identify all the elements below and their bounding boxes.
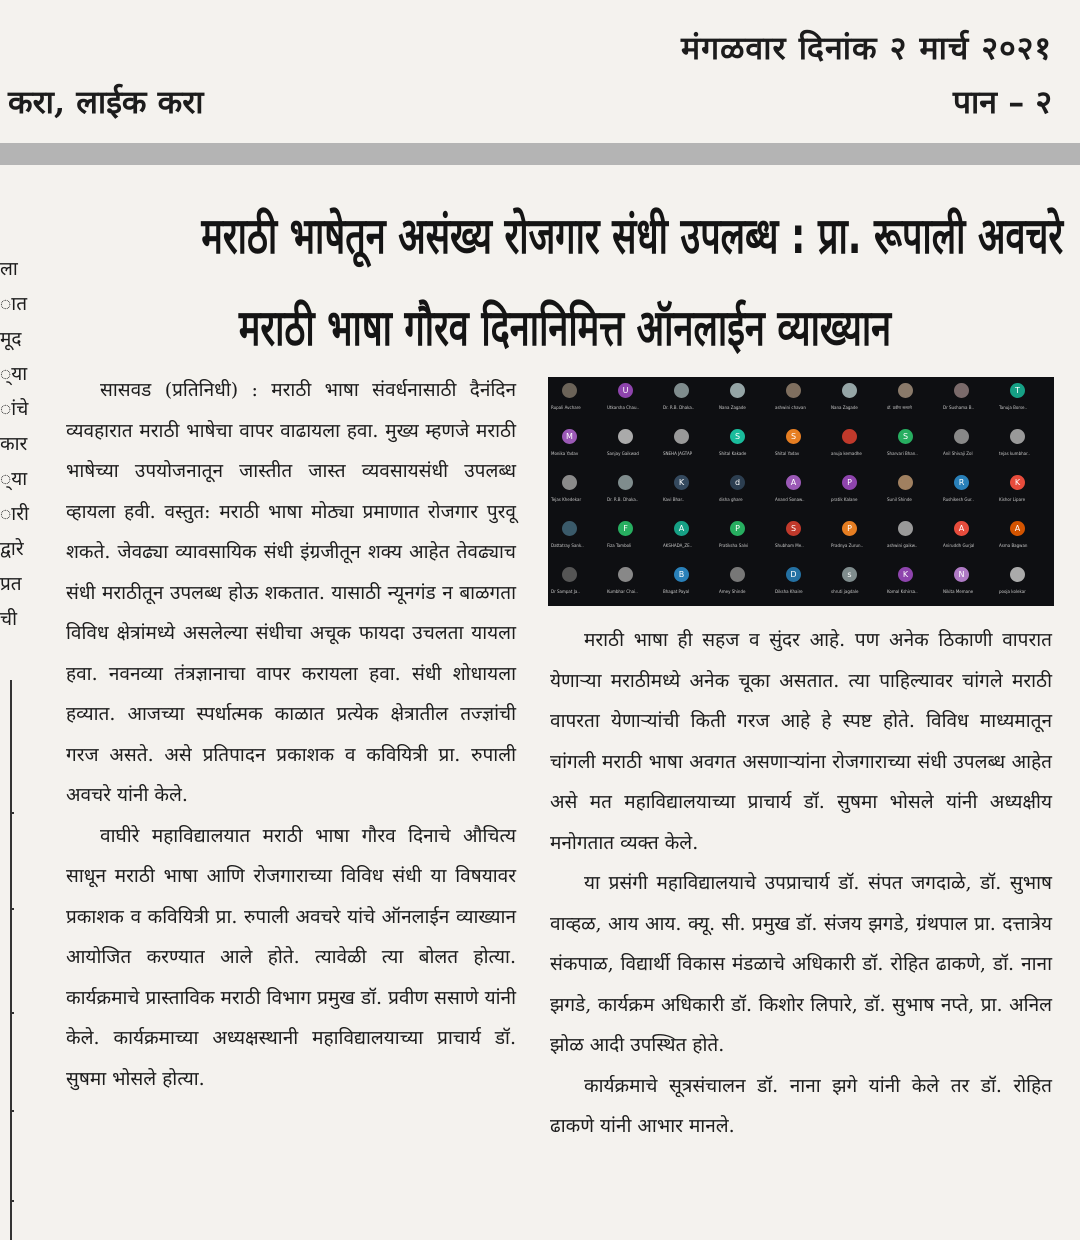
participant-avatar: P bbox=[730, 521, 745, 536]
participant-name: Shital Yadav bbox=[775, 451, 800, 456]
participant-avatar: R bbox=[954, 475, 969, 490]
participant-tile bbox=[941, 424, 982, 460]
participant-name: Sunil Shinde bbox=[887, 497, 912, 502]
participant-name: ashwini gaikw.. bbox=[887, 543, 918, 548]
participant-tile bbox=[717, 424, 758, 460]
participant-name: Dr Sushama B.. bbox=[943, 405, 975, 410]
article-column-2 bbox=[550, 620, 1052, 1147]
headline-sub: मराठी भाषा गौरव दिनानिमित्त ऑनलाईन व्याख्यान bbox=[238, 299, 892, 357]
participant-avatar: P bbox=[842, 521, 857, 536]
participant-name: tejas kumbhar.. bbox=[999, 451, 1030, 456]
participant-tile bbox=[885, 516, 926, 552]
participant-tile bbox=[773, 516, 814, 552]
participant-name: disha ghare bbox=[719, 497, 743, 502]
participant-avatar: K bbox=[898, 567, 913, 582]
participant-avatar bbox=[1010, 429, 1025, 444]
participant-tile bbox=[717, 562, 758, 598]
participant-tile bbox=[661, 516, 702, 552]
fragment-line: मूद bbox=[0, 328, 22, 350]
participant-name: Komal Kshirsa.. bbox=[887, 589, 918, 594]
participant-name: Nana Zagade bbox=[831, 405, 858, 410]
participant-name: Tanuja Borse.. bbox=[999, 405, 1028, 410]
participant-avatar: A bbox=[954, 521, 969, 536]
participant-tile bbox=[549, 516, 590, 552]
left-column-fragments bbox=[0, 252, 32, 637]
participant-avatar: K bbox=[1010, 475, 1025, 490]
participant-name: Nikita Memane bbox=[943, 589, 974, 594]
participant-avatar: B bbox=[674, 567, 689, 582]
participant-tile bbox=[829, 562, 870, 598]
fragment-line: कार bbox=[0, 433, 28, 455]
participant-avatar bbox=[730, 567, 745, 582]
fragment-line: द्वारे bbox=[0, 538, 24, 560]
participant-name: Kishor Lipare bbox=[999, 497, 1026, 502]
participant-avatar: d bbox=[730, 475, 745, 490]
participant-name: Nana Zagade bbox=[719, 405, 746, 410]
participant-avatar: F bbox=[618, 521, 633, 536]
participant-avatar bbox=[562, 521, 577, 536]
participant-tile bbox=[997, 562, 1038, 598]
participant-avatar bbox=[618, 475, 633, 490]
participant-tile bbox=[549, 424, 590, 460]
participant-tile bbox=[549, 562, 590, 598]
participant-avatar bbox=[674, 383, 689, 398]
rule-tick bbox=[10, 1110, 14, 1112]
participant-tile bbox=[605, 470, 646, 506]
participant-avatar: s bbox=[842, 567, 857, 582]
online-meeting-screenshot bbox=[548, 377, 1054, 606]
participant-tile bbox=[885, 562, 926, 598]
participant-name: Pradnya Zurun.. bbox=[831, 543, 864, 548]
participant-name: Dr. R.B. Dhaka.. bbox=[607, 497, 639, 502]
participant-tile bbox=[941, 470, 982, 506]
rule-tick bbox=[10, 1200, 14, 1202]
participant-avatar bbox=[954, 383, 969, 398]
participant-tile bbox=[605, 378, 646, 414]
participant-name: anuja kemadhe bbox=[831, 451, 862, 456]
issue-date: मंगळवार दिनांक २ मार्च २०२१ bbox=[680, 29, 1052, 67]
participant-tile bbox=[661, 378, 702, 414]
participant-tile bbox=[829, 378, 870, 414]
participant-name: Fiza Tamboli bbox=[607, 543, 632, 548]
participant-name: Rupali Avchare bbox=[551, 405, 581, 410]
participant-name: Dr Sampat Ja.. bbox=[551, 589, 580, 594]
participant-tile bbox=[717, 378, 758, 414]
participant-tile bbox=[997, 378, 1038, 414]
article-paragraph: सासवड (प्रतिनिधी) : मराठी भाषा संवर्धनासाठी दैनंदिन व्यवहारात मराठी भाषेचा वापर वाढायला हवा. मुख्य म्हणजे मराठी भाषेच्या उपयोजनातून जास्तीत जास्त व्यवसायसंधी उपलब्ध व्हायला हवी. वस्तुत: मराठी भाषा मोठ्या प्रमाणात रोजगार पुरवू शकते. जेवढ्या व्यावसायिक संधी इंग्रजीतून शक्य आहेत तेवढ्याच संधी मराठीतून उपलब्ध होऊ शकतात. यासाठी न्यूनगंड न बाळगता विविध क्षेत्रांमध्ये असलेल्या संधीचा अचूक फायदा उचलता यायला हवा. नवनव्या तंत्रज्ञानाचा वापर करायला हवा. संधी शोधायला हव्यात. आजच्या स्पर्धात्मक काळात प्रत्येक क्षेत्रातील तज्ज्ञांची गरज असते. असे प्रतिपादन प्रकाशक व कवियित्री प्रा. रुपाली अवचरे यांनी केले. bbox=[66, 379, 516, 806]
participant-name: Diksha Khaire bbox=[775, 589, 803, 594]
participant-tile bbox=[997, 424, 1038, 460]
participant-avatar: A bbox=[674, 521, 689, 536]
participant-name: pooja kolekar bbox=[999, 589, 1026, 594]
participant-avatar: S bbox=[730, 429, 745, 444]
article-paragraph: वाघीरे महाविद्यालयात मराठी भाषा गौरव दिनाचे औचित्य साधून मराठी भाषा आणि रोजगाराच्या विविध संधी या विषयावर प्रकाशक व कवियित्री प्रा. रुपाली अवचरे यांचे ऑनलाईन व्याख्यान आयोजित करण्यात आले होते. त्यावेळी त्या बोलत होत्या. कार्यक्रमाचे प्रास्ताविक मराठी विभाग प्रमुख डॉ. प्रवीण ससाणे यांनी केले. कार्यक्रमाच्या अध्यक्षस्थानी महाविद्यालयाच्या प्राचार्य डॉ. सुषमा भोसले होत्या. bbox=[66, 824, 516, 1090]
participant-tile bbox=[829, 516, 870, 552]
participant-name: Rushikesh Gur.. bbox=[943, 497, 974, 502]
participant-tile bbox=[549, 470, 590, 506]
participant-avatar bbox=[562, 567, 577, 582]
participant-avatar bbox=[786, 383, 801, 398]
participant-name: Aniruddh Gurjal bbox=[943, 543, 975, 548]
participant-tile bbox=[661, 470, 702, 506]
participant-tile bbox=[885, 424, 926, 460]
participant-tile bbox=[605, 562, 646, 598]
participant-tile bbox=[997, 470, 1038, 506]
participant-avatar bbox=[842, 383, 857, 398]
participant-tile bbox=[773, 378, 814, 414]
column-rule bbox=[10, 680, 12, 1240]
rule-tick bbox=[10, 812, 14, 814]
participant-tile bbox=[773, 470, 814, 506]
participant-name: Kavi Bhar.. bbox=[663, 497, 685, 502]
header-divider bbox=[0, 143, 1080, 165]
participant-tile bbox=[997, 516, 1038, 552]
participant-avatar bbox=[842, 429, 857, 444]
participant-avatar bbox=[730, 383, 745, 398]
participant-avatar bbox=[954, 429, 969, 444]
article-column-1 bbox=[66, 370, 516, 1099]
participant-name: Anand Sonaw.. bbox=[775, 497, 805, 502]
page-number: पान – २ bbox=[952, 83, 1052, 121]
participant-tile bbox=[773, 424, 814, 460]
participant-avatar: P bbox=[842, 475, 857, 490]
participant-name: ashwini chavan bbox=[775, 405, 806, 410]
participant-tile bbox=[941, 516, 982, 552]
participant-avatar bbox=[674, 429, 689, 444]
participant-name: AKSHADA_ZE.. bbox=[663, 543, 693, 548]
fragment-line: ची bbox=[0, 608, 17, 630]
participant-tile bbox=[661, 424, 702, 460]
participant-avatar bbox=[562, 475, 577, 490]
participant-tile bbox=[941, 562, 982, 598]
participant-tile bbox=[605, 424, 646, 460]
article-paragraph: मराठी भाषा ही सहज व सुंदर आहे. पण अनेक ठिकाणी वापरात येणाऱ्या मराठीमध्ये अनेक चूका असतात. त्या पाहिल्यावर चांगले मराठी वापरता येणाऱ्यांची किती गरज आहे हे स्पष्ट होते. विविध माध्यमातून चांगली मराठी भाषा अवगत असणाऱ्यांना रोजगाराच्या संधी उपलब्ध आहेत असे मत महाविद्यालयाच्या प्राचार्य डॉ. सुषमा भोसले यांनी अध्यक्षीय मनोगतात व्यक्त केले. bbox=[550, 629, 1052, 854]
participant-avatar: N bbox=[954, 567, 969, 582]
participant-name: Monika Yadav bbox=[551, 451, 579, 456]
participant-avatar bbox=[1010, 567, 1025, 582]
article-paragraph: कार्यक्रमाचे सूत्रसंचालन डॉ. नाना झगे यांनी केले तर डॉ. रोहित ढाकणे यांनी आभार मानले. bbox=[550, 1074, 1052, 1137]
participant-name: Anil Shivaji Zol bbox=[943, 451, 973, 456]
participant-name: Dr. R.B. Dhaka.. bbox=[663, 405, 695, 410]
participant-avatar bbox=[898, 383, 913, 398]
participant-avatar: U bbox=[618, 383, 633, 398]
participant-tile bbox=[549, 378, 590, 414]
participant-avatar: M bbox=[562, 429, 577, 444]
participant-avatar bbox=[898, 521, 913, 536]
participant-name: Dattatray Sank.. bbox=[551, 543, 584, 548]
participant-name: Kumbhar Chai.. bbox=[607, 589, 638, 594]
rule-tick bbox=[10, 1012, 14, 1014]
participant-name: shruti jagdale bbox=[831, 589, 859, 594]
participant-avatar: D bbox=[786, 567, 801, 582]
participant-name: Asma Bagwan bbox=[999, 543, 1028, 548]
participant-avatar: S bbox=[898, 429, 913, 444]
headline-main: मराठी भाषेतून असंख्य रोजगार संधी उपलब्ध : प्रा. रूपाली अवचरे bbox=[201, 207, 1064, 265]
fragment-line: प्रत bbox=[0, 573, 22, 595]
participant-avatar: A bbox=[786, 475, 801, 490]
participant-tile bbox=[661, 562, 702, 598]
participant-tile bbox=[885, 378, 926, 414]
fragment-line: ारी bbox=[0, 503, 29, 525]
participant-avatar bbox=[562, 383, 577, 398]
participant-tile bbox=[717, 470, 758, 506]
participant-avatar bbox=[618, 567, 633, 582]
participant-avatar bbox=[898, 475, 913, 490]
participant-name: Utkarsha Chau.. bbox=[607, 405, 640, 410]
participant-name: डॉ. प्रवीण ससाणे bbox=[887, 405, 912, 410]
participant-name: Amey Shinde bbox=[719, 589, 746, 594]
fragment-line: ला bbox=[0, 258, 18, 280]
fragment-line: ्या bbox=[0, 363, 28, 385]
participant-name: pratik Kalane bbox=[831, 497, 858, 502]
participant-avatar: A bbox=[1010, 521, 1025, 536]
participant-avatar: S bbox=[786, 521, 801, 536]
participant-avatar: T bbox=[1010, 383, 1025, 398]
participant-name: Shital Kakade bbox=[719, 451, 747, 456]
participant-tile bbox=[773, 562, 814, 598]
fragment-line: ांचे bbox=[0, 398, 29, 420]
participant-name: SNEHA JAGTAP bbox=[663, 451, 693, 456]
participant-avatar bbox=[618, 429, 633, 444]
article-paragraph: या प्रसंगी महाविद्यालयाचे उपप्राचार्य डॉ. संपत जगदाळे, डॉ. सुभाष वाव्हळ, आय आय. क्यू. सी. प्रमुख डॉ. संजय झगडे, ग्रंथपाल प्रा. दत्तात्रेय संकपाळ, विद्यार्थी विकास मंडळाचे अधिकारी डॉ. रोहित ढाकणे, डॉ. नाना झगडे, कार्यक्रम अधिकारी डॉ. किशोर लिपारे, डॉ. सुभाष नप्ते, प्रा. अनिल झोळ आदी उपस्थित होते. bbox=[550, 872, 1052, 1056]
participant-tile bbox=[885, 470, 926, 506]
participant-tile bbox=[829, 470, 870, 506]
rule-tick bbox=[10, 908, 14, 910]
participant-name: Pratiksha Salvi bbox=[719, 543, 749, 548]
participant-avatar: S bbox=[786, 429, 801, 444]
participant-tile bbox=[717, 516, 758, 552]
participant-tile bbox=[829, 424, 870, 460]
participant-name: Shubham Me.. bbox=[775, 543, 804, 548]
participant-name: Bhagat Payal bbox=[663, 589, 690, 594]
participant-avatar: K bbox=[674, 475, 689, 490]
participant-tile bbox=[605, 516, 646, 552]
participant-tile bbox=[941, 378, 982, 414]
participant-name: Tejas Khedekar bbox=[551, 497, 582, 502]
participant-name: Sanjay Gaikwad bbox=[607, 451, 639, 456]
participant-name: Sharvari Bhan.. bbox=[887, 451, 918, 456]
header-fragment: करा, लाईक करा bbox=[8, 83, 204, 121]
fragment-line: ्या bbox=[0, 468, 28, 490]
fragment-line: ात bbox=[0, 293, 28, 315]
